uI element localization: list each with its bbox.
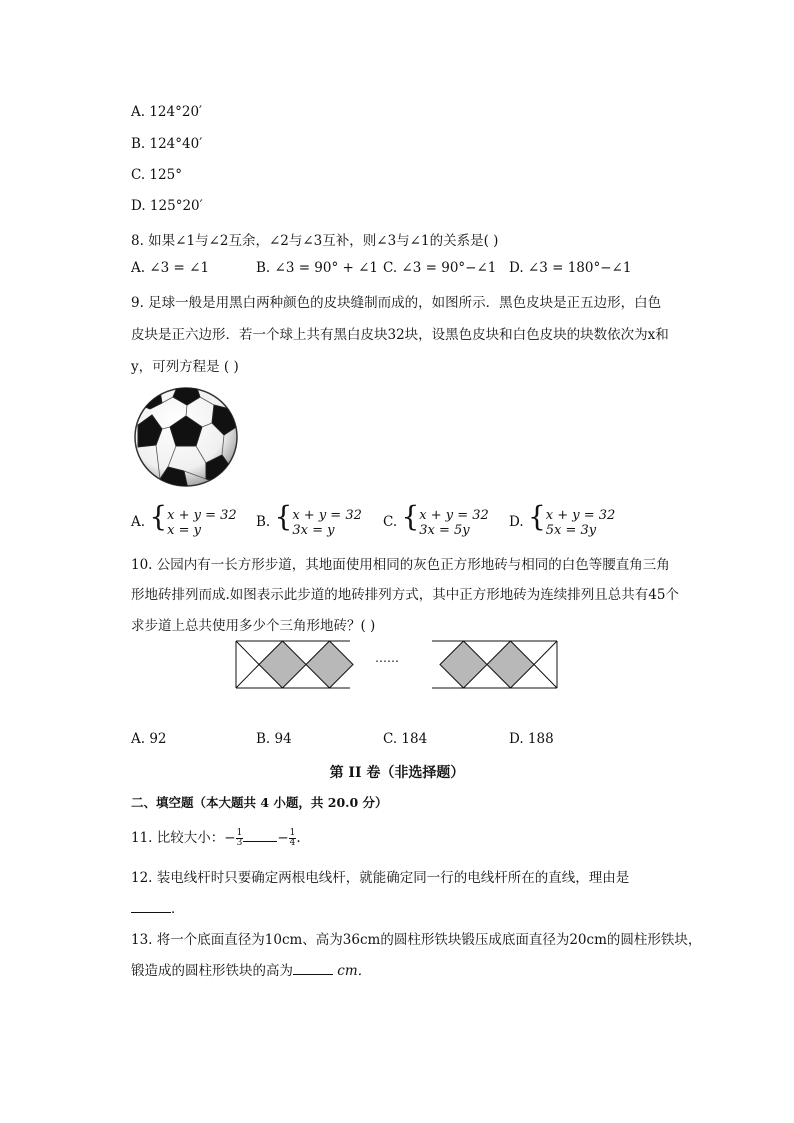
- q9-option-b: [256, 500, 362, 538]
- q12-line1: 12. 装电线杆时只要确定两根电线杆，就能确定同一行的电线杆所在的直线，理由是: [131, 870, 630, 886]
- q10-line1: 10. 公园内有一长方形步道，其地面使用相同的灰色正方形地砖与相同的白色等腰直角三角: [131, 557, 670, 573]
- q13-answer-blank[interactable]: [293, 960, 333, 975]
- q9-c-eq2: 3x = 5y: [419, 522, 470, 538]
- q10-option-d: D. 188: [509, 731, 554, 747]
- q8-option-a: A. ∠3 = ∠1: [131, 260, 210, 276]
- q8-option-d: D. ∠3 = 180°−∠1: [509, 260, 632, 276]
- section-subtitle: 二、填空题（本大题共 4 小题，共 20.0 分）: [131, 795, 388, 810]
- fraction-denominator: 4: [289, 838, 296, 848]
- q11: [131, 826, 301, 848]
- q7-option-a: A. 124°20′: [131, 104, 203, 120]
- brace-icon: {: [274, 500, 293, 533]
- q10-option-b: B. 94: [256, 731, 292, 747]
- tile-path-figure: [232, 638, 562, 692]
- q7-option-c: C. 125°: [131, 167, 182, 183]
- q10-line2: 形地砖排列而成.如图表示此步道的地砖排列方式，其中正方形地砖为连续排列且总共有45个: [131, 587, 679, 603]
- q10-option-a: A. 92: [131, 731, 167, 747]
- q11-answer-blank[interactable]: [243, 827, 277, 842]
- q13-line2: [131, 959, 371, 979]
- q9-option-c-label: C.: [383, 514, 398, 530]
- q13-unit: cm．: [337, 963, 372, 979]
- q9-b-eq1: x + y = 32: [292, 507, 362, 523]
- q9-line3: y，可列方程是 ( ): [131, 359, 239, 375]
- minus-sign: −: [277, 830, 289, 846]
- q13-prefix: 锻造成的圆柱形铁块的高为: [131, 963, 293, 979]
- fraction-numerator: 1: [289, 828, 296, 838]
- q8-option-b: B. ∠3 = 90° + ∠1: [256, 260, 379, 276]
- q12-line2: [131, 897, 185, 917]
- q9-line1: 9. 足球一般是用黑白两种颜色的皮块缝制而成的，如图所示．黑色皮块是正五边形，白色: [131, 295, 662, 311]
- brace-icon: {: [401, 500, 420, 533]
- q9-option-d-label: D.: [509, 514, 524, 530]
- q9-option-d: [509, 500, 616, 538]
- q12-answer-blank[interactable]: [131, 898, 171, 913]
- soccer-ball-figure: [132, 385, 240, 489]
- minus-sign: −: [224, 830, 236, 846]
- section-title: 第 II 卷（非选择题）: [329, 765, 465, 781]
- q9-b-eq2: 3x = y: [292, 522, 335, 538]
- q10-option-c: C. 184: [383, 731, 428, 747]
- q9-d-eq2: 5x = 3y: [545, 522, 597, 538]
- brace-icon: {: [527, 500, 546, 533]
- q9-d-eq1: x + y = 32: [545, 507, 616, 523]
- q8-text: 8. 如果∠1与∠2互余，∠2与∠3互补，则∠3与∠1的关系是( ): [131, 233, 499, 249]
- q12-end: ．: [171, 901, 185, 917]
- fraction-numerator: 1: [236, 828, 243, 838]
- fraction-denominator: 3: [236, 838, 243, 848]
- fraction-one-third: [236, 829, 244, 848]
- q13-line1: 13. 将一个底面直径为10cm、高为36cm的圆柱形铁块锻压成底面直径为20cm的圆柱形铁块，: [131, 932, 702, 948]
- q9-option-a: [131, 500, 237, 538]
- q9-a-eq1: x + y = 32: [167, 507, 237, 523]
- q9-a-eq2: x = y: [167, 522, 202, 538]
- q7-option-b: B. 124°40′: [131, 136, 203, 152]
- q10-line3: 求步道上总共使用多少个三角形地砖？( ): [131, 618, 376, 634]
- q9-line2: 皮块是正六边形．若一个球上共有黑白皮块32块，设黑色皮块和白色皮块的块数依次为x和: [131, 327, 669, 343]
- tile-ellipsis: ……: [375, 651, 399, 665]
- q9-c-eq1: x + y = 32: [419, 507, 489, 523]
- q9-option-b-label: B.: [256, 514, 271, 530]
- period: .: [296, 830, 301, 846]
- q8-option-c: C. ∠3 = 90°−∠1: [383, 260, 497, 276]
- q9-option-c: [383, 500, 489, 538]
- q7-option-d: D. 125°20′: [131, 198, 203, 214]
- q11-prefix: 11. 比较大小：: [131, 830, 225, 846]
- q9-option-a-label: A.: [131, 514, 146, 530]
- brace-icon: {: [149, 500, 168, 533]
